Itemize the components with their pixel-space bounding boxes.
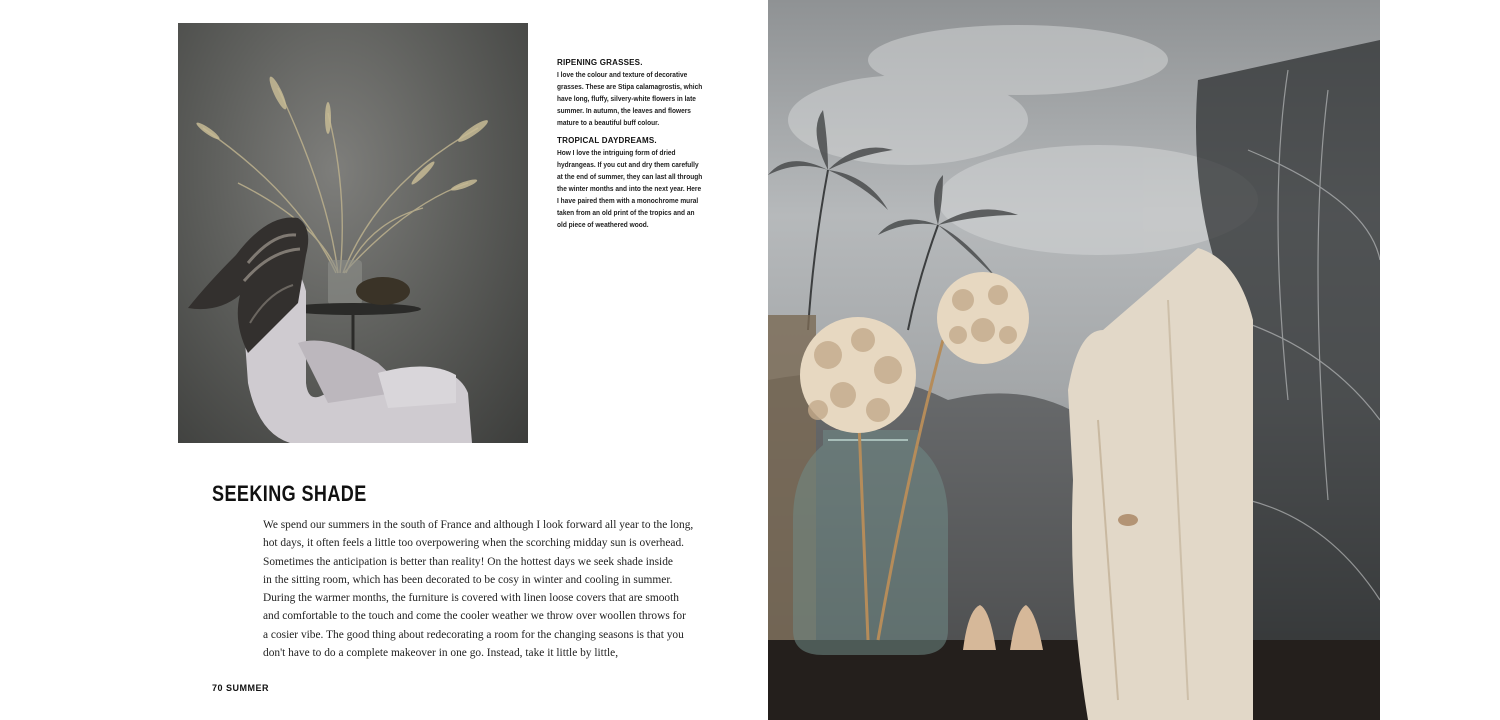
body-line: in the sitting room, which has been decorated to be cosy in winter and cooling in summer. <box>263 573 673 586</box>
photo-captions <box>557 57 717 237</box>
caption-ripening-grasses <box>557 57 717 129</box>
caption-line: the winter months and into the next year. Here <box>557 184 702 193</box>
chair-with-grasses-illustration <box>178 23 528 443</box>
caption-tropical-daydreams <box>557 135 717 231</box>
caption-line: hydrangeas. If you cut and dry them carefully <box>557 160 699 169</box>
caption-line: have long, fluffy, silvery-white flowers in late <box>557 94 696 103</box>
caption-line: mature to a beautiful buff colour. <box>557 118 660 127</box>
body-paragraph <box>263 516 695 662</box>
body-line: don't have to do a complete makeover in one go. Instead, take it little by little, <box>263 647 619 660</box>
caption-line: at the end of summer, they can last all through <box>557 172 703 181</box>
caption-line: taken from an old print of the tropics and an <box>557 208 695 217</box>
body-line: hot days, it often feels a little too overpowering when the scorching midday sun is overhead. <box>263 537 685 550</box>
caption-line: old piece of weathered wood. <box>557 220 649 229</box>
body-line: a cosier vibe. The good thing about redecorating a room for the changing seasons is that you <box>263 628 684 641</box>
body-line: Sometimes the anticipation is better than reality! On the hottest days we seek shade inside <box>263 555 673 568</box>
caption-line: How I love the intriguing form of dried <box>557 148 676 157</box>
caption-line: grasses. These are Stipa calamagrostis, which <box>557 82 703 91</box>
body-line: and comfortable to the touch and come the cooler weather we throw over woollen throws for <box>263 610 686 623</box>
page-folio: 70 SUMMER <box>212 683 270 693</box>
caption-line: I love the colour and texture of decorative <box>557 70 688 79</box>
body-line: During the warmer months, the furniture is covered with linen loose covers that are smooth <box>263 592 679 605</box>
chair-with-grasses-photo <box>178 23 528 443</box>
caption-title: RIPENING GRASSES. <box>557 58 643 67</box>
caption-line: I have paired them with a monochrome mural <box>557 196 699 205</box>
body-line: We spend our summers in the south of France and although I look forward all year to the long, <box>263 519 694 531</box>
caption-title: TROPICAL DAYDREAMS. <box>557 136 657 145</box>
section-heading: SEEKING SHADE <box>212 481 367 506</box>
hydrangea-mural-illustration <box>768 0 1380 720</box>
dried-hydrangeas-photo <box>768 0 1380 720</box>
caption-line: summer. In autumn, the leaves and flowers <box>557 106 691 115</box>
